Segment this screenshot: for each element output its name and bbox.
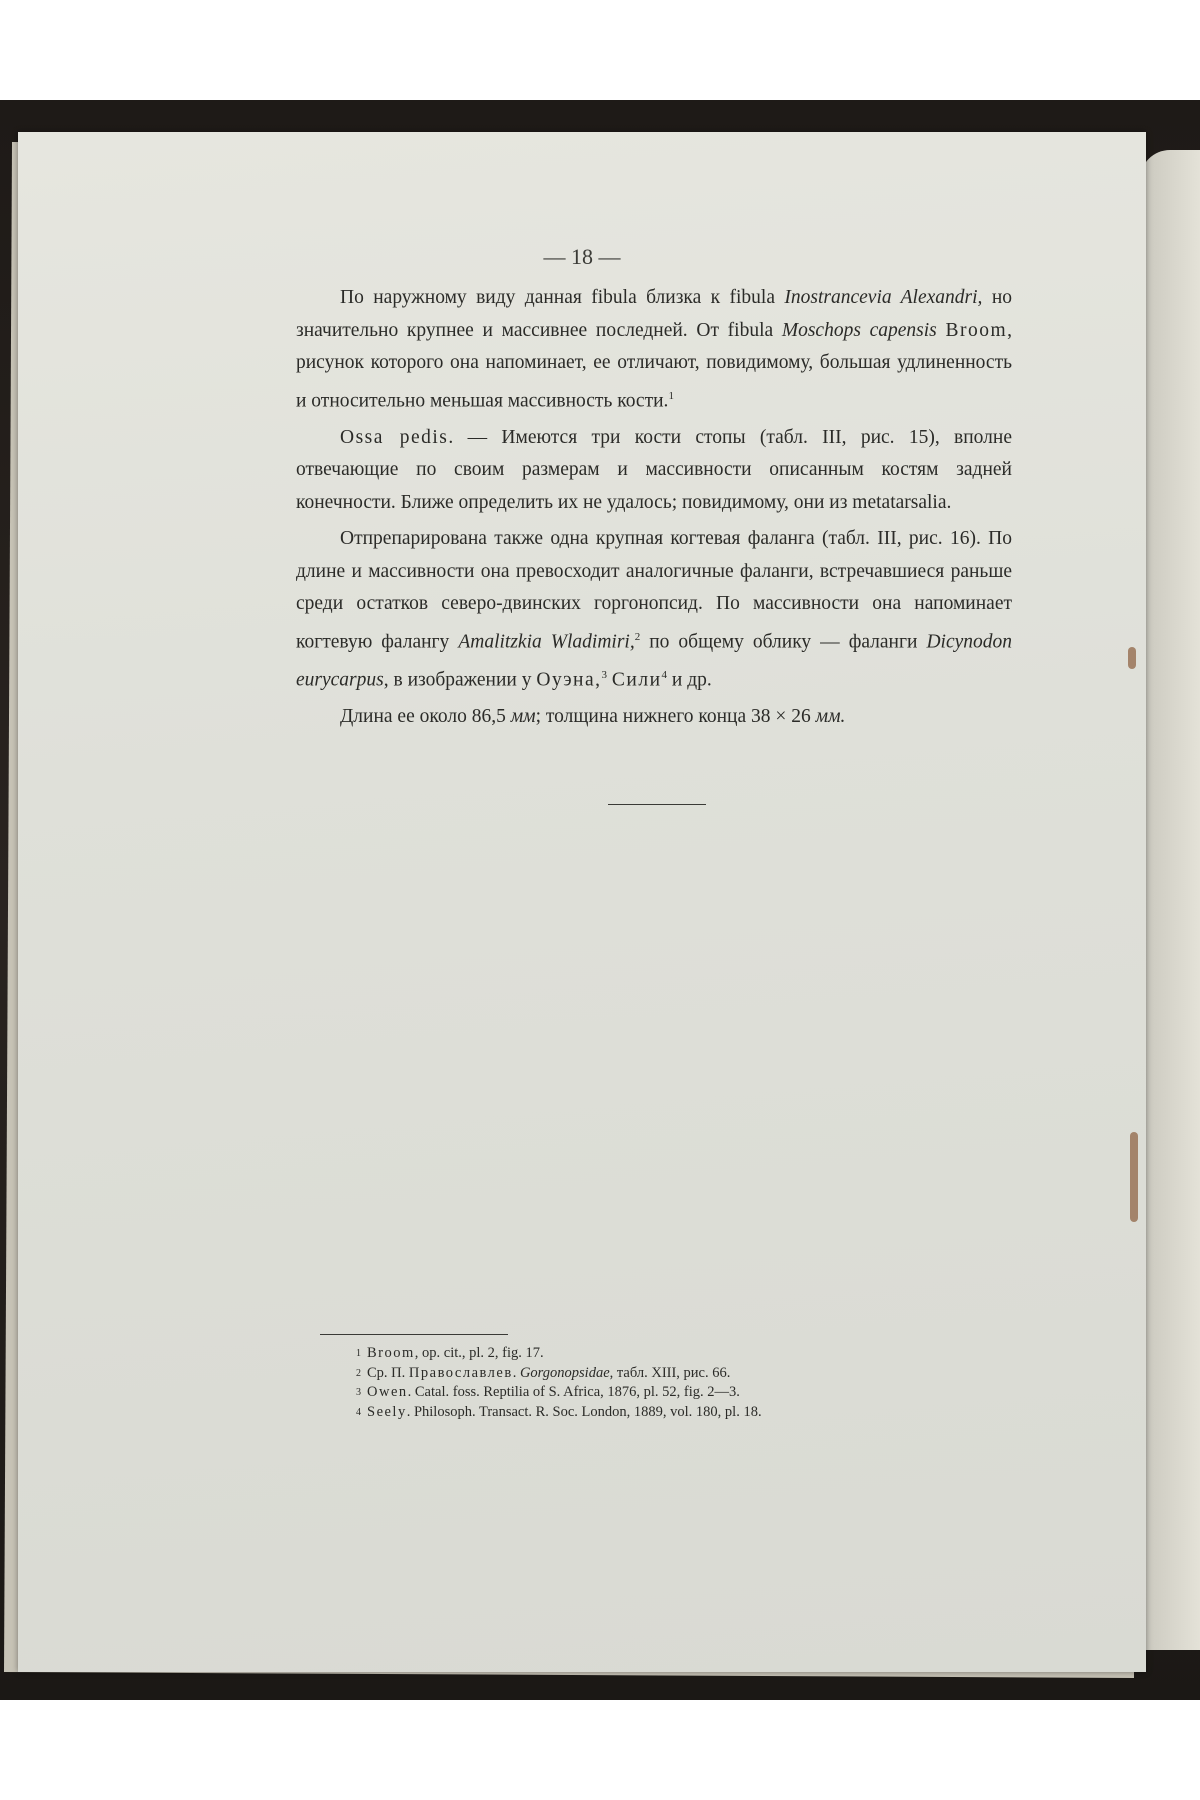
text-run: Длина ее около 86,5 xyxy=(340,705,511,727)
footnote-number: 3 xyxy=(356,1387,361,1398)
text-run: ; толщина нижнего конца 38 × 26 xyxy=(535,705,816,727)
text-run: , табл. XIII, рис. 66. xyxy=(609,1364,731,1381)
text-run: , в изображении у xyxy=(383,669,537,690)
text-run: Owen xyxy=(367,1384,408,1400)
text-run: . — Имеются три кости стопы (табл. III, рис. 15), вполне отвечающие по своим размерам и массивности описанным костям задней конечности. Ближе определить их не удалось; повидимому, они из metatarsalia. xyxy=(296,426,1012,513)
text-run: Оуэна, xyxy=(536,669,602,690)
footnote xyxy=(356,1344,1056,1364)
footnote-ref: 2 xyxy=(634,630,641,643)
page-number: — 18 — xyxy=(543,244,621,269)
footnote-ref: 3 xyxy=(601,668,608,681)
text-run: , op. cit., pl. 2, fig. 17. xyxy=(414,1345,544,1361)
text-run: , рисунок которого она напоминает, ее отличают, повидимому, большая удлиненность и относительно меньшая массивность кости. xyxy=(296,319,1012,411)
footnote xyxy=(356,1364,1056,1384)
text-run: . Catal. foss. Reptilia of S. Africa, 1876, pl. 52, fig. 2—3. xyxy=(407,1384,740,1400)
footnote-number: 4 xyxy=(356,1406,361,1418)
text-run: По наружному виду данная fibula близка к fibula xyxy=(340,287,785,308)
facing-page-edge xyxy=(1140,150,1200,1650)
text-run: но значительно крупнее и массивнее последней. От fibula xyxy=(296,287,1012,341)
footnote xyxy=(356,1403,1056,1423)
footnote-separator xyxy=(320,1334,508,1335)
text-run: Ср. П. xyxy=(367,1364,409,1381)
rust-stain xyxy=(1130,1132,1138,1222)
footnotes xyxy=(356,1344,1056,1422)
italic-text: мм xyxy=(510,705,536,727)
text-run: Ossa pedis xyxy=(340,426,449,448)
italic-text: Gorgonopsidae xyxy=(519,1364,610,1381)
text-run: Отпрепарирована также одна крупная когтевая фаланга (табл. III, рис. 16). По длине и массивности она превосходит аналогичные фаланги, встречавшиеся раньше среди остатков северо-двинских горгонопсид. По массивности она напоминает когтевую фалангу xyxy=(296,528,1012,652)
document-page xyxy=(18,132,1146,1672)
footnote-number: 2 xyxy=(356,1367,361,1379)
text-run: . Philosoph. Transact. R. Soc. London, 1889, vol. 180, pl. 18. xyxy=(406,1403,762,1420)
italic-text: Dicynodon eurycarpus xyxy=(296,631,1012,690)
text-run: . xyxy=(512,1364,520,1381)
paragraph xyxy=(296,282,1012,418)
text-run: Православлев xyxy=(408,1364,513,1381)
paragraph xyxy=(296,701,1012,734)
paragraph xyxy=(296,422,1012,520)
italic-text: Inostrancevia Alexandri, xyxy=(784,287,983,308)
text-run: Seely xyxy=(367,1403,407,1420)
section-end-rule xyxy=(608,804,706,805)
text-run: по общему облику — фаланги xyxy=(640,631,927,652)
text-run: Broom xyxy=(367,1345,415,1361)
text-run: Broom xyxy=(945,319,1008,341)
italic-text: Moschops capensis xyxy=(781,319,937,341)
footnote-number: 1 xyxy=(356,1348,361,1359)
italic-text: Amalitzkia Wladimiri, xyxy=(458,631,635,652)
footnote-ref: 4 xyxy=(661,668,668,681)
footnote-ref: 1 xyxy=(668,389,674,402)
text-run: Сили xyxy=(611,669,662,690)
body-text xyxy=(296,282,1012,733)
paragraph xyxy=(296,523,1012,697)
text-run: и др. xyxy=(667,669,712,690)
rust-stain xyxy=(1128,647,1136,669)
footnote xyxy=(356,1383,1056,1403)
italic-text: мм. xyxy=(815,705,846,727)
